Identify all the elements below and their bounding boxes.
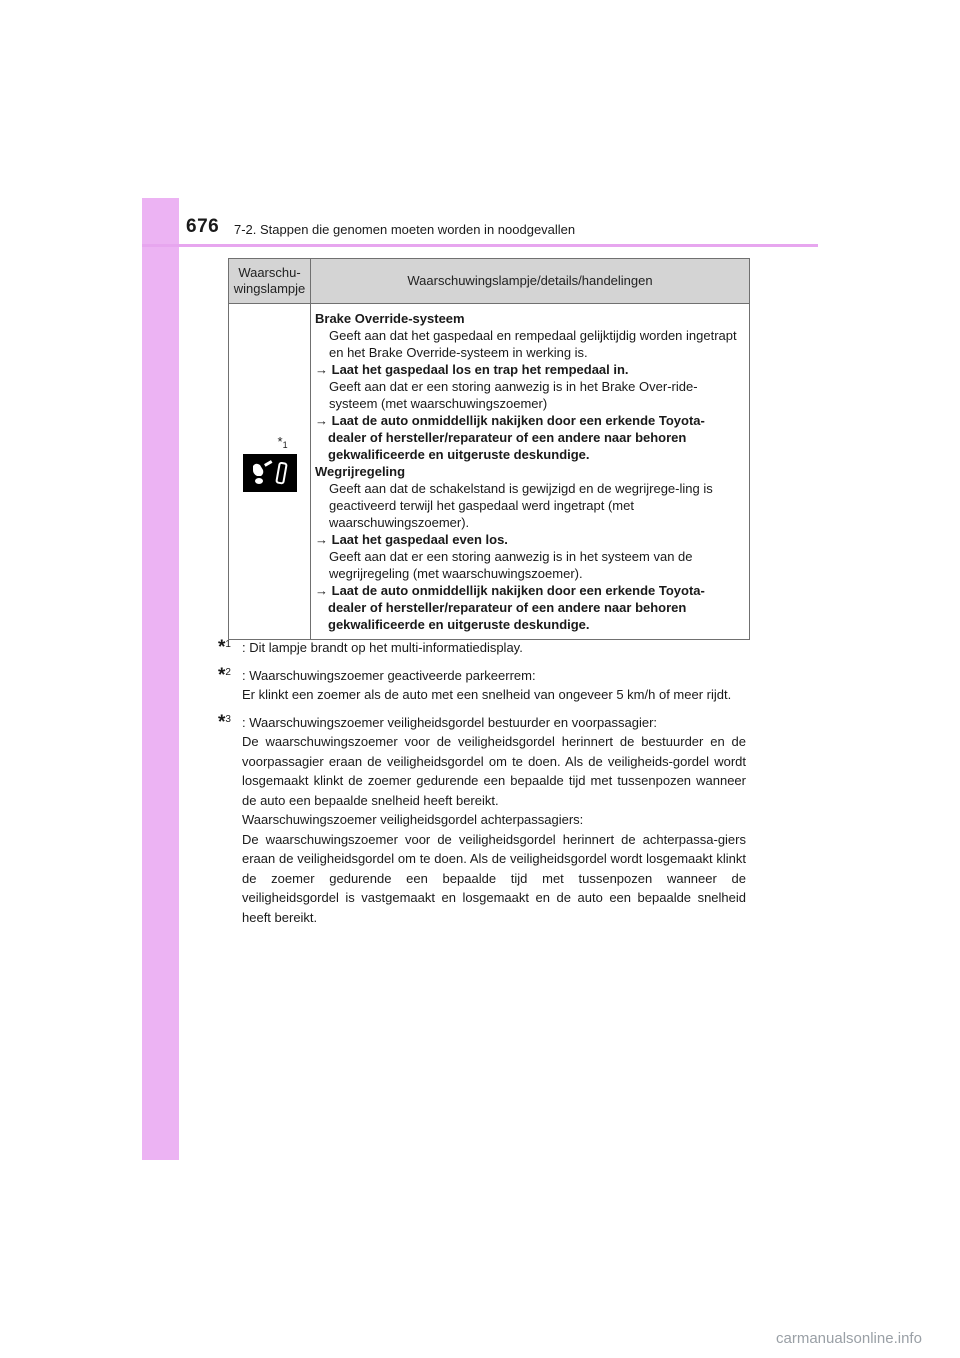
footnotes <box>218 638 746 935</box>
side-tab <box>142 198 179 1160</box>
footnote-mark: *$^1$ <box>218 637 231 658</box>
arrow-icon: → <box>315 583 332 598</box>
col-header-lamp <box>229 259 311 304</box>
page-number: 676 <box>186 216 220 237</box>
detail-text: Geeft aan dat het gaspedaal en rempedaal gelijktijdig worden ingetrapt en het Brake Override-systeem in werking is. <box>329 328 737 360</box>
arrow-icon: → <box>315 532 332 547</box>
footnote <box>218 666 746 705</box>
brake-override-warning-icon <box>243 454 297 492</box>
footnote-head: : Waarschuwingszoemer veiligheidsgordel bestuurder en voorpassagier: <box>242 714 658 730</box>
footnote-body: De waarschuwingszoemer voor de veiligheidsgordel herinnert de achterpassa-giers eraan de veiligheidsgordel om te doen. Als de veiligheidsgordel wordt losgemaakt klinkt de zoemer gedurende een bepaalde tijd met tussenpozen wanneer de veiligheidsgordel is vastgemaakt en losgemaakt en de auto een bepaalde snelheid heeft bereikt. <box>242 831 746 925</box>
detail-text: Geeft aan dat er een storing aanwezig is in het Brake Over-ride-systeem (met waarschuwingszoemer) <box>329 379 698 411</box>
action-text: Laat het gaspedaal los en trap het rempedaal in. <box>331 362 629 377</box>
footnote-body: Er klinkt een zoemer als de auto met een snelheid van ongeveer 5 km/h of meer rijdt. <box>242 687 732 702</box>
footnote-body: Waarschuwingszoemer veiligheidsgordel achterpassagiers: <box>242 812 584 827</box>
footnote-body: De waarschuwingszoemer voor de veiligheidsgordel herinnert de bestuurder en de voorpassagier eraan de veiligheidsgordel om te doen. Als de veiligheids-gordel wordt losgemaakt klinkt de zoemer gedurende een bepaalde tijd met tussenpozen wanneer de auto een bepaalde snelheid heeft bereikt. <box>242 734 746 808</box>
action-text: Laat het gaspedaal even los. <box>331 532 508 547</box>
lamp-footnote: $*_1$ <box>277 434 288 450</box>
detail-text: Geeft aan dat de schakelstand is gewijzigd en de wegrijrege-ling is geactiveerd terwijl het gaspedaal werd ingetrapt (met waarschuwingszoemer). <box>329 481 713 530</box>
details-cell <box>311 304 750 640</box>
detail-action <box>315 361 743 378</box>
footnote-head: : Waarschuwingszoemer geactiveerde parkeerrem: <box>242 667 536 683</box>
arrow-icon: → <box>315 362 332 377</box>
arrow-icon: → <box>315 413 332 428</box>
footnote <box>218 638 746 658</box>
action-text: Laat de auto onmiddellijk nakijken door een erkende Toyota-dealer of hersteller/reparateur of een andere naar behoren gekwalificeerde en uitgeruste deskundige. <box>328 583 705 632</box>
action-text: Laat de auto onmiddellijk nakijken door een erkende Toyota-dealer of hersteller/reparateur of een andere naar behoren gekwalificeerde en uitgeruste deskundige. <box>328 413 705 462</box>
detail-text: Geeft aan dat er een storing aanwezig is in het systeem van de wegrijregeling (met waarschuwingszoemer). <box>329 549 693 581</box>
section-title: 7-2. Stappen die genomen moeten worden in noodgevallen <box>234 222 576 237</box>
detail-title: Wegrijregeling <box>315 464 406 479</box>
col-header-details: Waarschuwingslampje/details/handelingen <box>311 259 750 304</box>
footnote-mark: *$^2$ <box>218 664 231 686</box>
warning-table <box>228 258 750 640</box>
header-rule <box>142 244 818 247</box>
detail-action <box>315 582 743 633</box>
detail-action <box>315 412 743 463</box>
col1-header-text: Waarschu-wingslampje <box>233 265 306 296</box>
detail-action <box>315 531 743 548</box>
detail-title: Brake Override-systeem <box>315 311 465 326</box>
footnote <box>218 713 746 928</box>
footnote-mark: *$^3$ <box>218 711 231 733</box>
lamp-cell <box>229 304 311 640</box>
watermark: carmanualsonline.info <box>776 1330 922 1347</box>
footnote-head: : Dit lampje brandt op het multi-informatiedisplay. <box>242 640 523 655</box>
